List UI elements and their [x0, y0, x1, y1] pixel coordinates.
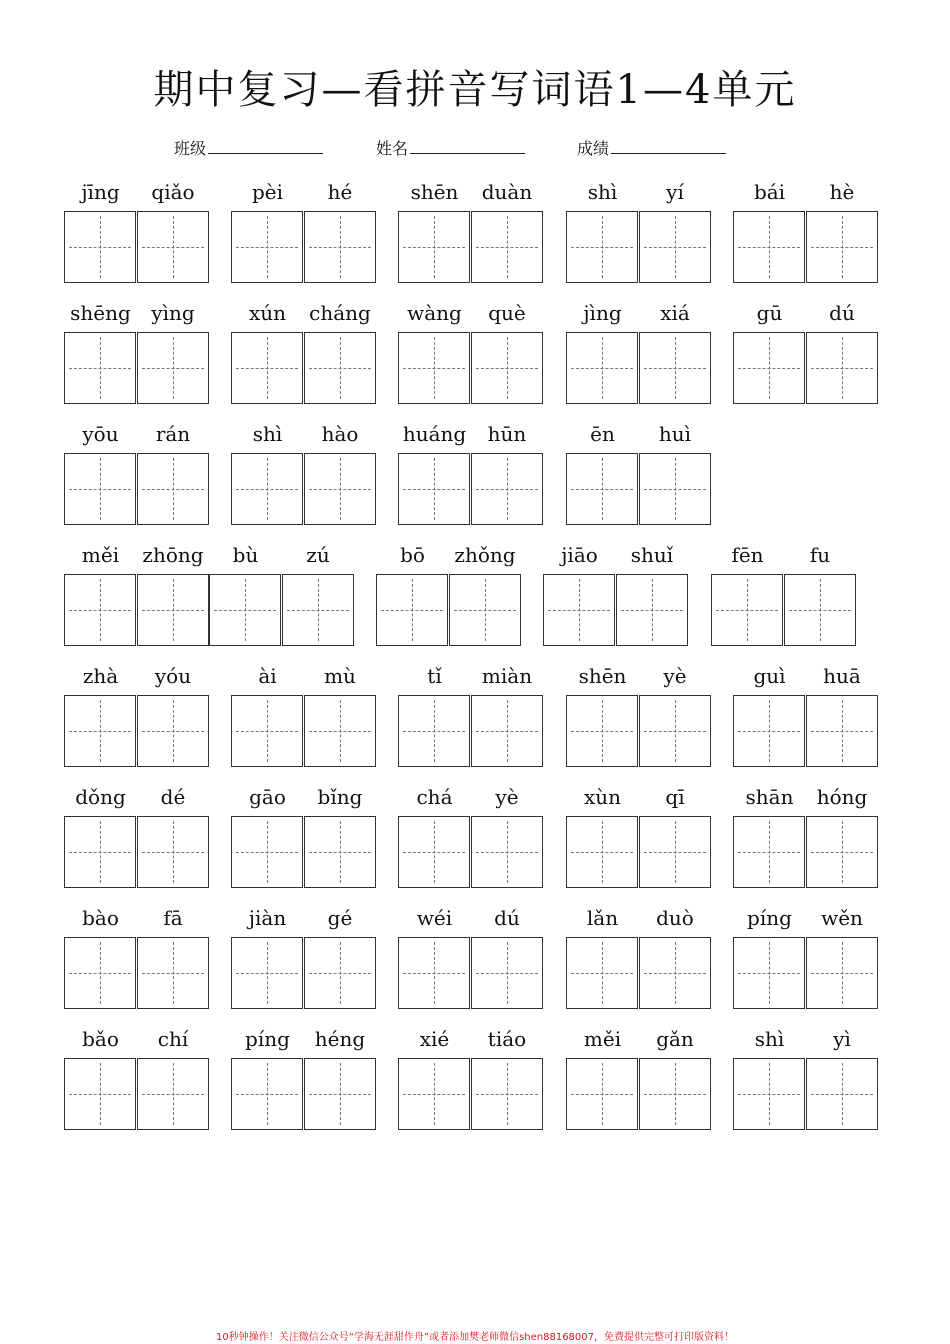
pinyin-label: tǐ: [427, 664, 442, 688]
guide-line-horizontal: [309, 489, 371, 490]
guide-line-horizontal: [476, 489, 538, 490]
writing-cell[interactable]: [806, 937, 878, 1009]
pinyin-label: yóu: [154, 664, 192, 688]
writing-cell[interactable]: [137, 1058, 209, 1130]
guide-line-horizontal: [476, 731, 538, 732]
writing-cell[interactable]: [784, 574, 856, 646]
pinyin-label: yè: [495, 785, 519, 809]
pinyin-label: ài: [258, 664, 277, 688]
writing-cell[interactable]: [398, 1058, 470, 1130]
guide-line-horizontal: [571, 368, 633, 369]
writing-cell[interactable]: [471, 816, 543, 888]
guide-line-horizontal: [571, 731, 633, 732]
guide-line-horizontal: [236, 852, 298, 853]
pinyin-label: měi: [583, 1027, 622, 1051]
writing-cell[interactable]: [231, 332, 303, 404]
guide-line-horizontal: [644, 731, 706, 732]
guide-line-horizontal: [644, 1094, 706, 1095]
pinyin-label: xiá: [660, 301, 690, 325]
writing-cell[interactable]: [471, 211, 543, 283]
pinyin-label: yì: [833, 1027, 851, 1051]
guide-line-horizontal: [142, 489, 204, 490]
pinyin-label: zhǒng: [454, 543, 516, 567]
writing-cell[interactable]: [566, 695, 638, 767]
writing-cell[interactable]: [733, 332, 805, 404]
writing-cell[interactable]: [398, 453, 470, 525]
writing-cell[interactable]: [733, 695, 805, 767]
guide-line-horizontal: [403, 973, 465, 974]
guide-line-horizontal: [738, 852, 800, 853]
pinyin-label: miàn: [481, 664, 533, 688]
writing-cell[interactable]: [137, 453, 209, 525]
writing-cell[interactable]: [639, 211, 711, 283]
writing-cell[interactable]: [566, 332, 638, 404]
guide-line-horizontal: [571, 852, 633, 853]
guide-line-horizontal: [403, 368, 465, 369]
writing-cell[interactable]: [398, 332, 470, 404]
writing-cell[interactable]: [64, 211, 136, 283]
pinyin-label: cháng: [309, 301, 371, 325]
guide-line-horizontal: [236, 1094, 298, 1095]
name-label: 姓名: [376, 139, 409, 158]
pinyin-label: huì: [658, 422, 692, 446]
writing-cell[interactable]: [398, 211, 470, 283]
writing-cell[interactable]: [566, 816, 638, 888]
pinyin-label: fā: [163, 906, 183, 930]
pinyin-label: wàng: [407, 301, 462, 325]
pinyin-label: huáng: [402, 422, 467, 446]
guide-line-horizontal: [811, 247, 873, 248]
writing-cell[interactable]: [543, 574, 615, 646]
guide-line-horizontal: [69, 368, 131, 369]
writing-cell[interactable]: [733, 937, 805, 1009]
pinyin-label: wéi: [416, 906, 453, 930]
pinyin-label: hào: [321, 422, 359, 446]
guide-line-horizontal: [69, 610, 131, 611]
writing-cell[interactable]: [733, 1058, 805, 1130]
pinyin-label: ēn: [590, 422, 615, 446]
writing-cell[interactable]: [304, 211, 376, 283]
writing-cell[interactable]: [231, 695, 303, 767]
pinyin-label: dé: [160, 785, 186, 809]
pinyin-label: bào: [82, 906, 119, 930]
writing-cell[interactable]: [471, 695, 543, 767]
guide-line-horizontal: [142, 852, 204, 853]
writing-cell[interactable]: [304, 695, 376, 767]
guide-line-horizontal: [738, 731, 800, 732]
guide-line-horizontal: [214, 610, 276, 611]
pinyin-label: jiāo: [561, 543, 598, 567]
guide-line-horizontal: [571, 489, 633, 490]
footer-note: 10秒钟操作！关注微信公众号“学海无涯甜作舟”或者添加樊老师微信shen88168007，免费提供完整可打印版资料！: [215, 1332, 735, 1343]
guide-line-horizontal: [142, 973, 204, 974]
guide-line-horizontal: [69, 489, 131, 490]
writing-cell[interactable]: [231, 816, 303, 888]
pinyin-label: shān: [745, 785, 794, 809]
writing-cell[interactable]: [449, 574, 521, 646]
writing-cell[interactable]: [304, 1058, 376, 1130]
writing-cell[interactable]: [639, 453, 711, 525]
guide-line-horizontal: [738, 973, 800, 974]
writing-cell[interactable]: [711, 574, 783, 646]
writing-cell[interactable]: [398, 937, 470, 1009]
writing-cell[interactable]: [398, 695, 470, 767]
guide-line-horizontal: [621, 610, 683, 611]
guide-line-horizontal: [309, 247, 371, 248]
pinyin-label: shēn: [410, 180, 459, 204]
writing-cell[interactable]: [471, 937, 543, 1009]
guide-line-horizontal: [738, 368, 800, 369]
guide-line-horizontal: [454, 610, 516, 611]
pinyin-label: bù: [232, 543, 259, 567]
guide-line-horizontal: [309, 1094, 371, 1095]
pinyin-label: gé: [327, 906, 353, 930]
pinyin-label: měi: [81, 543, 120, 567]
guide-line-horizontal: [476, 1094, 538, 1095]
pinyin-label: dú: [494, 906, 520, 930]
pinyin-label: shuǐ: [630, 543, 674, 567]
pinyin-label: duàn: [481, 180, 533, 204]
name-field[interactable]: [376, 136, 525, 159]
guide-line-horizontal: [69, 852, 131, 853]
guide-line-horizontal: [403, 247, 465, 248]
writing-cell[interactable]: [231, 211, 303, 283]
guide-line-horizontal: [403, 1094, 465, 1095]
pinyin-label: duò: [656, 906, 694, 930]
pinyin-label: wěn: [821, 906, 863, 930]
guide-line-horizontal: [142, 1094, 204, 1095]
writing-cell[interactable]: [806, 211, 878, 283]
guide-line-horizontal: [644, 852, 706, 853]
guide-line-horizontal: [811, 1094, 873, 1095]
pinyin-label: yōu: [82, 422, 119, 446]
guide-line-horizontal: [236, 247, 298, 248]
guide-line-horizontal: [571, 247, 633, 248]
class-blank[interactable]: [208, 136, 323, 154]
pinyin-label: hé: [327, 180, 353, 204]
guide-line-horizontal: [403, 489, 465, 490]
guide-line-horizontal: [548, 610, 610, 611]
guide-line-horizontal: [811, 368, 873, 369]
writing-cell[interactable]: [376, 574, 448, 646]
writing-cell[interactable]: [64, 332, 136, 404]
pinyin-label: fu: [809, 543, 831, 567]
writing-cell[interactable]: [566, 211, 638, 283]
pinyin-label: jìng: [583, 301, 622, 325]
writing-cell[interactable]: [471, 453, 543, 525]
pinyin-label: xùn: [583, 785, 622, 809]
pinyin-label: héng: [314, 1027, 366, 1051]
guide-line-horizontal: [571, 1094, 633, 1095]
pinyin-label: què: [488, 301, 526, 325]
guide-line-horizontal: [69, 731, 131, 732]
guide-line-horizontal: [571, 973, 633, 974]
guide-line-horizontal: [142, 731, 204, 732]
pinyin-label: jiàn: [248, 906, 287, 930]
class-field[interactable]: [174, 136, 323, 159]
writing-cell[interactable]: [137, 695, 209, 767]
pinyin-label: yìng: [151, 301, 195, 325]
writing-cell[interactable]: [64, 1058, 136, 1130]
pinyin-label: xún: [248, 301, 287, 325]
writing-cell[interactable]: [304, 453, 376, 525]
pinyin-label: qī: [665, 785, 685, 809]
pinyin-label: gū: [756, 301, 783, 325]
pinyin-label: bō: [400, 543, 425, 567]
pinyin-label: dú: [829, 301, 855, 325]
pinyin-label: chá: [416, 785, 453, 809]
writing-cell[interactable]: [639, 332, 711, 404]
guide-line-horizontal: [309, 731, 371, 732]
writing-cell[interactable]: [806, 816, 878, 888]
guide-line-horizontal: [476, 247, 538, 248]
writing-cell[interactable]: [616, 574, 688, 646]
pinyin-label: hūn: [487, 422, 527, 446]
guide-line-horizontal: [811, 852, 873, 853]
writing-cell[interactable]: [64, 937, 136, 1009]
writing-cell[interactable]: [806, 332, 878, 404]
pinyin-label: shì: [252, 422, 283, 446]
guide-line-horizontal: [236, 489, 298, 490]
writing-cell[interactable]: [304, 332, 376, 404]
writing-cell[interactable]: [304, 937, 376, 1009]
writing-cell[interactable]: [639, 695, 711, 767]
writing-cell[interactable]: [639, 1058, 711, 1130]
guide-line-horizontal: [738, 247, 800, 248]
writing-cell[interactable]: [398, 816, 470, 888]
guide-line-horizontal: [69, 973, 131, 974]
pinyin-label: qiǎo: [151, 180, 195, 204]
writing-cell[interactable]: [304, 816, 376, 888]
writing-cell[interactable]: [231, 1058, 303, 1130]
pinyin-label: rán: [155, 422, 191, 446]
score-label: 成绩: [577, 139, 610, 158]
name-blank[interactable]: [410, 136, 525, 154]
guide-line-horizontal: [716, 610, 778, 611]
guide-line-horizontal: [403, 731, 465, 732]
writing-cell[interactable]: [137, 211, 209, 283]
writing-cell[interactable]: [137, 574, 209, 646]
pinyin-label: hóng: [816, 785, 868, 809]
writing-cell[interactable]: [471, 1058, 543, 1130]
guide-line-horizontal: [644, 247, 706, 248]
pinyin-label: zhà: [82, 664, 119, 688]
pinyin-label: fēn: [731, 543, 764, 567]
guide-line-horizontal: [644, 973, 706, 974]
writing-cell[interactable]: [566, 453, 638, 525]
pinyin-label: xié: [419, 1027, 450, 1051]
pinyin-label: zú: [306, 543, 330, 567]
guide-line-horizontal: [476, 368, 538, 369]
writing-cell[interactable]: [64, 453, 136, 525]
guide-line-horizontal: [403, 852, 465, 853]
pinyin-label: píng: [747, 906, 792, 930]
writing-cell[interactable]: [566, 937, 638, 1009]
page-title: 期中复习—看拼音写词语1—4单元: [153, 67, 797, 113]
guide-line-horizontal: [69, 247, 131, 248]
pinyin-label: yè: [663, 664, 687, 688]
pinyin-label: mù: [324, 664, 356, 688]
pinyin-label: hè: [829, 180, 855, 204]
writing-cell[interactable]: [64, 695, 136, 767]
guide-line-horizontal: [236, 368, 298, 369]
guide-line-horizontal: [287, 610, 349, 611]
writing-cell[interactable]: [137, 937, 209, 1009]
score-blank[interactable]: [611, 136, 726, 154]
guide-line-horizontal: [381, 610, 443, 611]
class-label: 班级: [174, 139, 207, 158]
pinyin-label: yí: [666, 180, 684, 204]
guide-line-horizontal: [69, 1094, 131, 1095]
pinyin-label: dǒng: [75, 785, 126, 809]
student-info: [0, 136, 950, 160]
guide-line-horizontal: [811, 731, 873, 732]
guide-line-horizontal: [142, 610, 204, 611]
writing-cell[interactable]: [209, 574, 281, 646]
guide-line-horizontal: [644, 489, 706, 490]
guide-line-horizontal: [142, 368, 204, 369]
guide-line-horizontal: [309, 852, 371, 853]
writing-cell[interactable]: [64, 574, 136, 646]
writing-cell[interactable]: [806, 695, 878, 767]
writing-cell[interactable]: [137, 332, 209, 404]
guide-line-horizontal: [476, 973, 538, 974]
guide-line-horizontal: [738, 1094, 800, 1095]
pinyin-label: huā: [823, 664, 861, 688]
writing-cell[interactable]: [137, 816, 209, 888]
guide-line-horizontal: [236, 731, 298, 732]
pinyin-label: píng: [245, 1027, 290, 1051]
pinyin-label: pèi: [251, 180, 284, 204]
pinyin-label: chí: [157, 1027, 189, 1051]
writing-cell[interactable]: [231, 453, 303, 525]
writing-cell[interactable]: [639, 937, 711, 1009]
pinyin-label: shì: [754, 1027, 785, 1051]
pinyin-label: gāo: [249, 785, 286, 809]
writing-cell[interactable]: [733, 211, 805, 283]
guide-line-horizontal: [309, 368, 371, 369]
writing-cell[interactable]: [231, 937, 303, 1009]
guide-line-horizontal: [236, 973, 298, 974]
pinyin-label: guì: [753, 664, 786, 688]
guide-line-horizontal: [811, 973, 873, 974]
pinyin-label: bǎo: [82, 1027, 119, 1051]
guide-line-horizontal: [476, 852, 538, 853]
pinyin-label: bǐng: [317, 785, 363, 809]
score-field[interactable]: [577, 136, 726, 159]
writing-cell[interactable]: [566, 1058, 638, 1130]
pinyin-label: tiáo: [487, 1027, 527, 1051]
guide-line-horizontal: [142, 247, 204, 248]
writing-cell[interactable]: [639, 816, 711, 888]
pinyin-label: bái: [753, 180, 786, 204]
pinyin-label: shēng: [70, 301, 131, 325]
writing-cell[interactable]: [282, 574, 354, 646]
guide-line-horizontal: [309, 973, 371, 974]
pinyin-label: shì: [587, 180, 618, 204]
guide-line-horizontal: [644, 368, 706, 369]
pinyin-label: jīng: [81, 180, 120, 204]
guide-line-horizontal: [789, 610, 851, 611]
writing-cell[interactable]: [806, 1058, 878, 1130]
pinyin-label: zhōng: [142, 543, 204, 567]
pinyin-label: shēn: [578, 664, 627, 688]
writing-cell[interactable]: [471, 332, 543, 404]
pinyin-label: gǎn: [656, 1027, 694, 1051]
writing-cell[interactable]: [64, 816, 136, 888]
writing-cell[interactable]: [733, 816, 805, 888]
pinyin-label: lǎn: [586, 906, 619, 930]
